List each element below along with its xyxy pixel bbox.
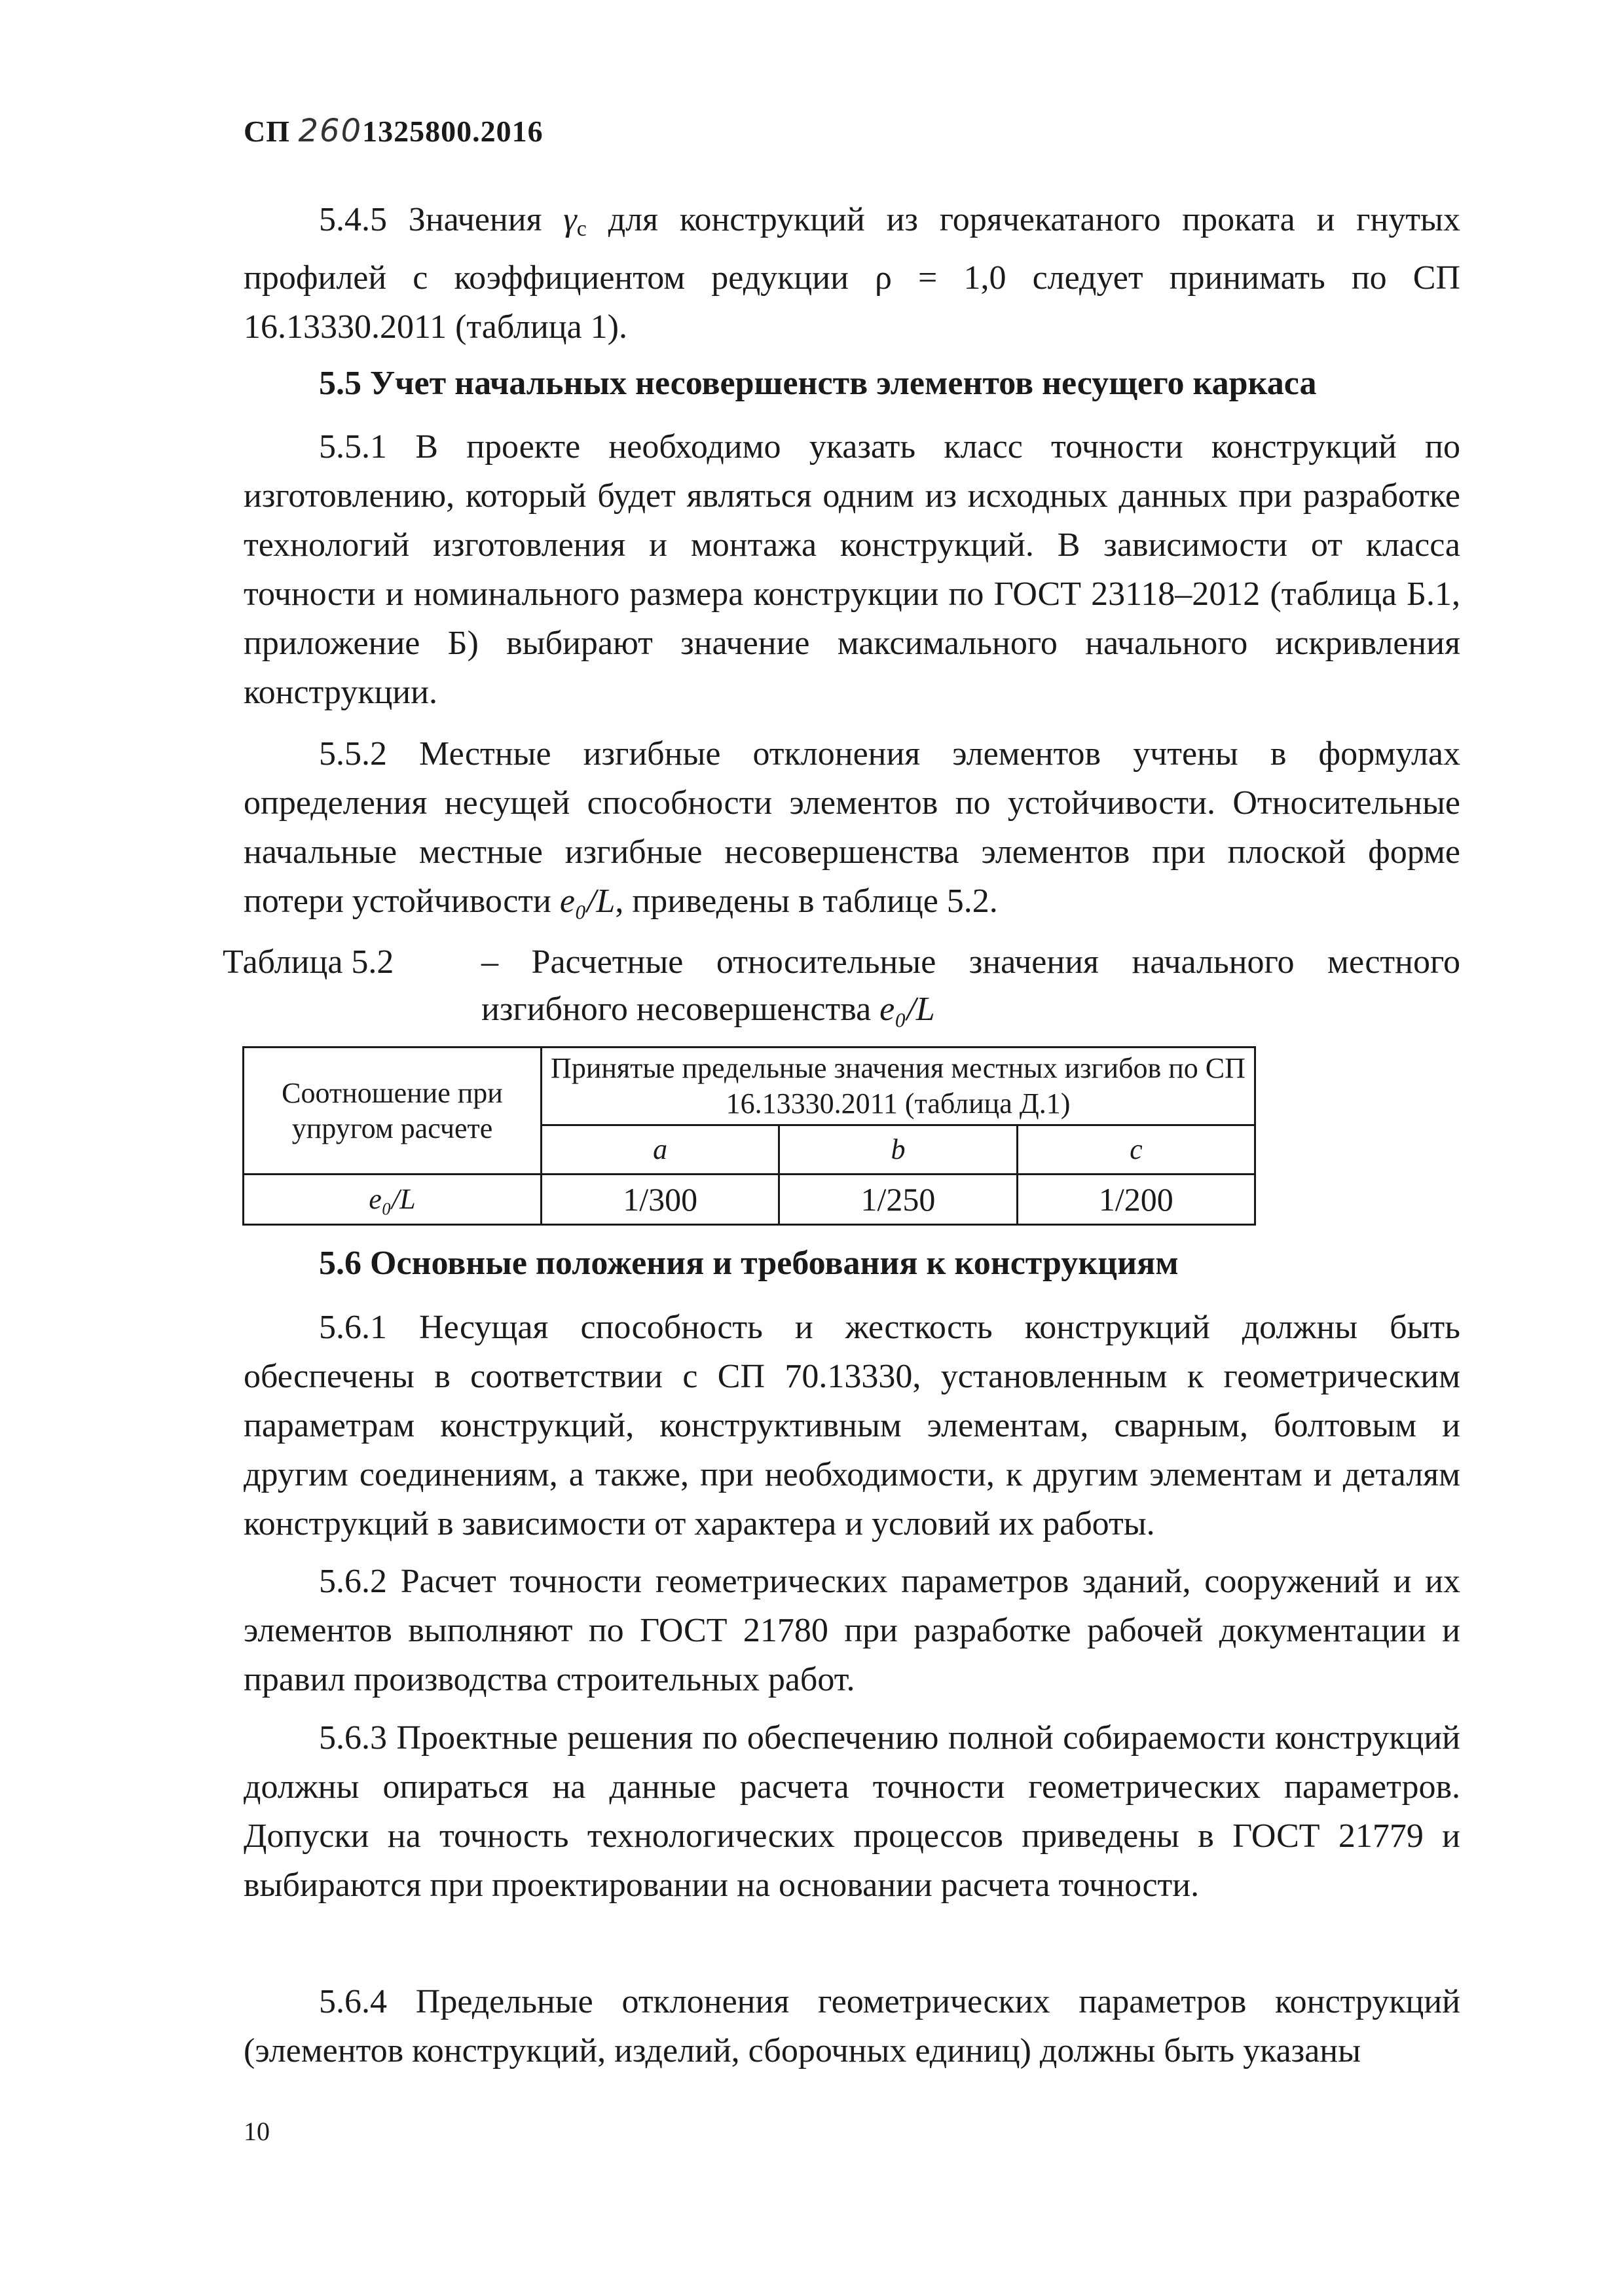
table-caption-text bbox=[481, 939, 1460, 1033]
header-prefix: СП bbox=[244, 115, 290, 148]
header-code: 1325800 bbox=[362, 115, 473, 148]
table-group-header: Принятые предельные значения местных изгибов по СП 16.13330.2011 (таблица Д.1) bbox=[542, 1048, 1255, 1125]
table-cell-a: 1/300 bbox=[542, 1175, 779, 1225]
paragraph-5-4-5-text: для конструкций из горячекатаного проката и гнутых профилей с коэффициентом редукции ρ = 1,0 следует принимать по СП 16.13330.2011 (таблица 1). bbox=[244, 201, 1460, 346]
paragraph-5-6-3 bbox=[244, 1713, 1460, 1910]
table-subheader-b: b bbox=[779, 1125, 1017, 1175]
table-cell-b: 1/250 bbox=[779, 1175, 1017, 1225]
gamma-symbol: γ bbox=[563, 201, 577, 238]
paragraph-5-5-2 bbox=[244, 729, 1460, 926]
paragraph-5-6-2 bbox=[244, 1557, 1460, 1704]
paragraph-5-6-1 bbox=[244, 1303, 1460, 1548]
paragraph-5-5-2-tail: , приведены в таблице 5.2. bbox=[615, 883, 998, 920]
table-subheader-c: c bbox=[1017, 1125, 1255, 1175]
gamma-subscript: с bbox=[576, 217, 587, 241]
e0-l-symbol: e₀/L bbox=[559, 883, 616, 920]
paragraph-5-5-2-text: 5.5.2 Местные изгибные отклонения элементов учтены в формулах определения несущей способности элементов по устойчивости. Относительные начальные местные изгибные несовершенства элементов при плоской форме потери устойчивости bbox=[244, 735, 1460, 920]
table-row bbox=[244, 1175, 1255, 1225]
paragraph-5-6-2-text: 5.6.2 Расчет точности геометрических параметров зданий, сооружений и их элементов выполняют по ГОСТ 21780 при разработке рабочей документации и правил производства строительных работ. bbox=[244, 1563, 1460, 1698]
table-col1-header: Соотношение при упругом расчете bbox=[244, 1048, 542, 1175]
table-cell-c: 1/200 bbox=[1017, 1175, 1255, 1225]
gamma-c-symbol bbox=[563, 201, 587, 241]
table-subheader-a: a bbox=[542, 1125, 779, 1175]
paragraph-5-4-5 bbox=[244, 195, 1460, 352]
heading-5-5: 5.5 Учет начальных несовершенств элементов несущего каркаса bbox=[319, 365, 1317, 402]
table-label: Таблица 5.2 bbox=[223, 943, 394, 981]
page-number: 10 bbox=[244, 2117, 270, 2146]
paragraph-5-6-3-text: 5.6.3 Проектные решения по обеспечению полной собираемости конструкций должны опираться на данные расчета точности геометрических параметров. Допуски на точность технологических процессов приведены в ГОСТ 21779 и выбираются при проектировании на основании расчета точности. bbox=[244, 1719, 1460, 1904]
table-caption-body: – Расчетные относительные значения начального местного изгибного несовершенства bbox=[481, 943, 1460, 1028]
paragraph-5-6-1-text: 5.6.1 Несущая способность и жесткость конструкций должны быть обеспечены в соответствии с СП 70.13330, установленным к геометрическим параметрам конструкций, конструктивным элементам, сварным, болтовым и другим соединениям, а также, при необходимости, к другим элементам и деталям конструкций в зависимости от характера и условий их работы. bbox=[244, 1309, 1460, 1542]
table-caption-symbol: e₀/L bbox=[879, 991, 935, 1028]
paragraph-5-4-5-lead: 5.4.5 Значения bbox=[319, 201, 564, 238]
paragraph-5-5-1-text: 5.5.1 В проекте необходимо указать класс точности конструкций по изготовлению, который будет являться одним из исходных данных при разработке технологий изготовления и монтажа конструкций. В зависимости от класса точности и номинального размера конструкции по ГОСТ 23118–2012 (таблица Б.1, приложение Б) выбирают значение максимального начального искривления конструкции. bbox=[244, 428, 1460, 711]
table-row-label: e₀/L bbox=[244, 1175, 542, 1225]
heading-5-6: 5.6 Основные положения и требования к конструкциям bbox=[319, 1245, 1179, 1282]
header-year: .2016 bbox=[472, 115, 544, 148]
header-handwritten-number: 260 bbox=[298, 113, 363, 149]
table-5-2 bbox=[242, 1046, 1256, 1226]
paragraph-5-5-1 bbox=[244, 422, 1460, 717]
document-header bbox=[244, 113, 544, 149]
paragraph-5-6-4 bbox=[244, 1977, 1460, 2075]
paragraph-5-6-4-text: 5.6.4 Предельные отклонения геометрических параметров конструкций (элементов конструкций, изделий, сборочных единиц) должны быть указаны bbox=[244, 1983, 1460, 2069]
